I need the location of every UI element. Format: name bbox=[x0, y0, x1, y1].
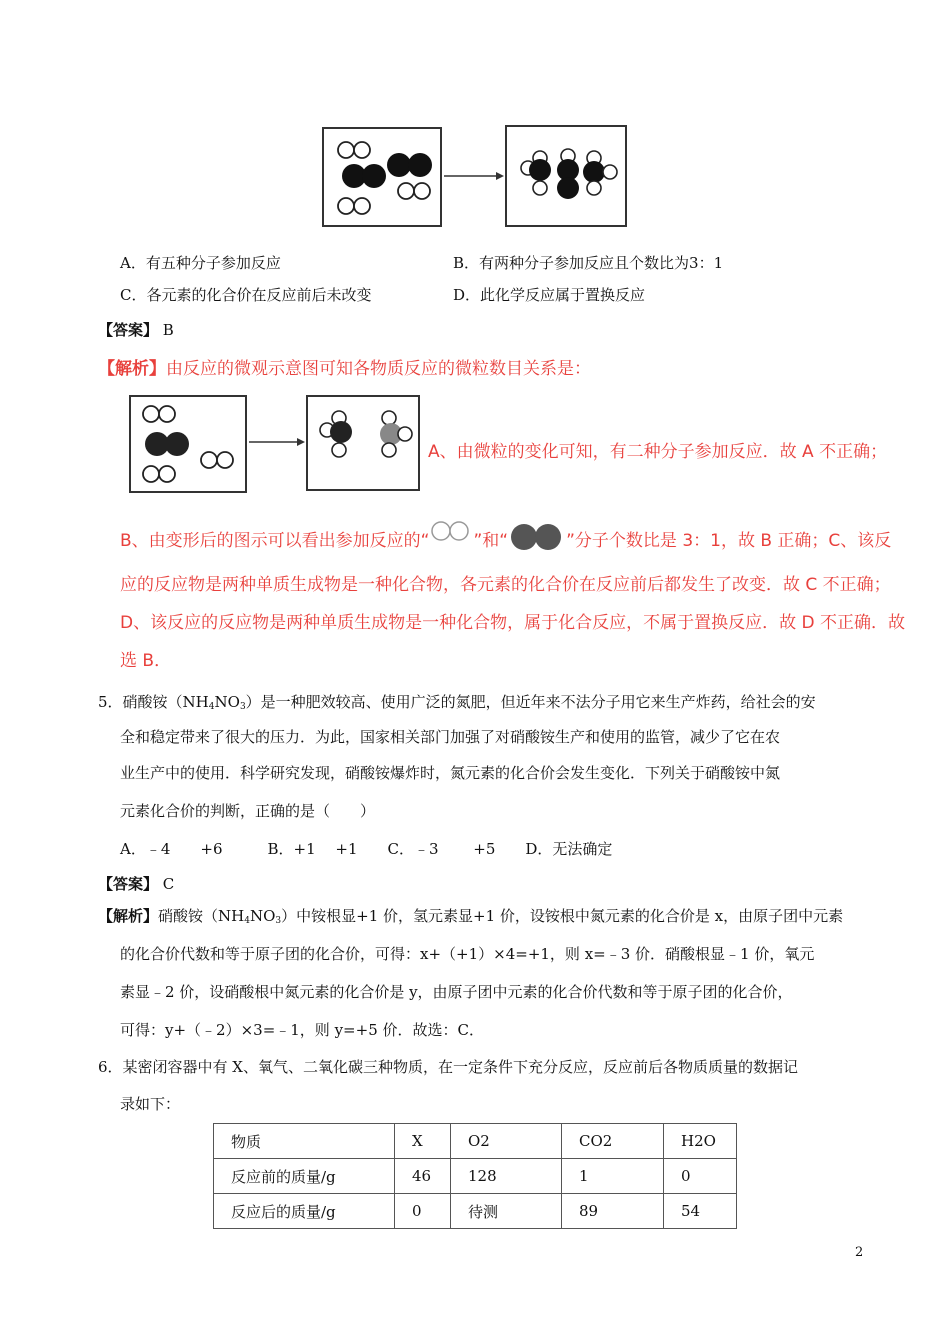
table-cell: 反应前的质量/g bbox=[214, 1159, 395, 1194]
mass-data-table bbox=[213, 1123, 737, 1229]
analysis-line3: D、该反应的反应物是两种单质生成物是一种化合物，属于化合反应，不属于置换反应．故 D 不正确．故 bbox=[120, 613, 905, 633]
analysis-diagram bbox=[125, 390, 425, 500]
q5-analysis-mid: NO bbox=[249, 907, 276, 925]
analysis-line4: 选 B． bbox=[120, 651, 172, 671]
answer-label: 【答案】 bbox=[98, 321, 159, 339]
table-cell: 46 bbox=[395, 1159, 451, 1194]
q5-stem-line4: 元素化合价的判断，正确的是（ ） bbox=[120, 802, 376, 820]
table-cell: 54 bbox=[664, 1194, 737, 1229]
analysis-a: A、由微粒的变化可知，有二种分子参加反应．故 A 不正确； bbox=[428, 442, 888, 462]
table-cell: 0 bbox=[395, 1194, 451, 1229]
q5-answer-label: 【答案】 bbox=[98, 875, 159, 893]
analysis-line1-pre: B、由变形后的图示可以看出参加反应的“ bbox=[120, 531, 430, 551]
q5-sub2: 3 bbox=[239, 702, 246, 712]
two-black-circles-icon bbox=[508, 528, 566, 550]
q5-sub1: 4 bbox=[208, 702, 215, 712]
analysis-line1 bbox=[120, 528, 891, 552]
analysis-line1-post: ”分子个数比是 3：1，故 B 正确；C、该反 bbox=[566, 531, 892, 551]
answer-value: B bbox=[162, 321, 174, 339]
q5-stem-mid: NO bbox=[214, 693, 240, 711]
table-cell: 0 bbox=[664, 1159, 737, 1194]
q5-stem-line1 bbox=[98, 692, 816, 717]
table-header-cell: 物质 bbox=[214, 1124, 395, 1159]
analysis-intro bbox=[98, 358, 591, 380]
q5-analysis-line4: 可得：y+（﹣2）×3=﹣1，则 y=+5 价．故选：C． bbox=[120, 1021, 484, 1039]
q5-analysis-line1 bbox=[98, 906, 843, 931]
analysis-intro-text: 由反应的微观示意图可知各物质反应的微粒数目关系是： bbox=[166, 359, 591, 379]
q5-analysis-line2: 的化合价代数和等于原子团的化合价，可得：x+（+1）×4=+1，则 x=﹣3 价．硝酸根显﹣1 价，氧元 bbox=[120, 945, 815, 963]
option-a: A．有五种分子参加反应 bbox=[120, 254, 281, 272]
table-header-cell: H2O bbox=[664, 1124, 737, 1159]
q5-answer-value: C bbox=[162, 875, 175, 893]
option-c: C．各元素的化合价在反应前后未改变 bbox=[120, 286, 372, 304]
q5-answer-row bbox=[98, 874, 174, 894]
analysis-line1-mid: ”和“ bbox=[473, 531, 509, 551]
table-cell: 128 bbox=[451, 1159, 562, 1194]
q5-stem-line2: 全和稳定带来了很大的压力．为此，国家相关部门加强了对硝酸铵生产和使用的监管，减少了它在农 bbox=[120, 728, 781, 746]
table-row bbox=[214, 1194, 737, 1229]
page-number: 2 bbox=[855, 1245, 864, 1260]
table-row bbox=[214, 1159, 737, 1194]
table-cell: 待测 bbox=[451, 1194, 562, 1229]
q5-analysis-line3: 素显﹣2 价，设硝酸根中氮元素的化合价是 y，由原子团中元素的化合价代数和等于原子团的化合价， bbox=[120, 983, 793, 1001]
q5-stem-line3: 业生产中的使用．科学研究发现，硝酸铵爆炸时，氮元素的化合价会发生变化．下列关于硝酸铵中氮 bbox=[120, 764, 781, 782]
q5-analysis-sub2: 3 bbox=[275, 916, 282, 926]
q5-analysis-sub1: 4 bbox=[244, 916, 250, 926]
q5-options: A．﹣4 +6 B．+1 +1 C．﹣3 +5 D．无法确定 bbox=[120, 840, 613, 858]
q5-stem-num: 5．硝酸铵（NH bbox=[98, 693, 209, 711]
table-header-cell: CO2 bbox=[562, 1124, 664, 1159]
table-header-cell: X bbox=[395, 1124, 451, 1159]
q5-analysis-pre: 硝酸铵（NH bbox=[158, 907, 245, 925]
q5-stem-rest: ）是一种肥效较高、使用广泛的氮肥，但近年来不法分子用它来生产炸药，给社会的安 bbox=[245, 693, 816, 711]
q5-analysis-post: ）中铵根显+1 价，氢元素显+1 价，设铵根中氮元素的化合价是 x，由原子团中元素 bbox=[281, 907, 844, 925]
q5-analysis-label: 【解析】 bbox=[98, 907, 159, 925]
analysis-label: 【解析】 bbox=[98, 359, 166, 379]
two-white-circles-icon bbox=[429, 528, 473, 550]
reaction-diagram bbox=[318, 118, 630, 230]
q6-stem-line1: 6．某密闭容器中有 X、氧气、二氧化碳三种物质，在一定条件下充分反应，反应前后各物质质量的数据记 bbox=[98, 1058, 798, 1076]
answer-row bbox=[98, 320, 174, 340]
table-cell: 89 bbox=[562, 1194, 664, 1229]
q6-stem-line2: 录如下： bbox=[120, 1095, 181, 1113]
table-header-row bbox=[214, 1124, 737, 1159]
table-cell: 反应后的质量/g bbox=[214, 1194, 395, 1229]
analysis-line2: 应的反应物是两种单质生成物是一种化合物，各元素的化合价在反应前后都发生了改变．故 C 不正确； bbox=[120, 575, 891, 595]
table-header-cell: O2 bbox=[451, 1124, 562, 1159]
option-b: B．有两种分子参加反应且个数比为3：1 bbox=[453, 254, 724, 272]
option-d: D．此化学反应属于置换反应 bbox=[453, 286, 646, 304]
table-cell: 1 bbox=[562, 1159, 664, 1194]
